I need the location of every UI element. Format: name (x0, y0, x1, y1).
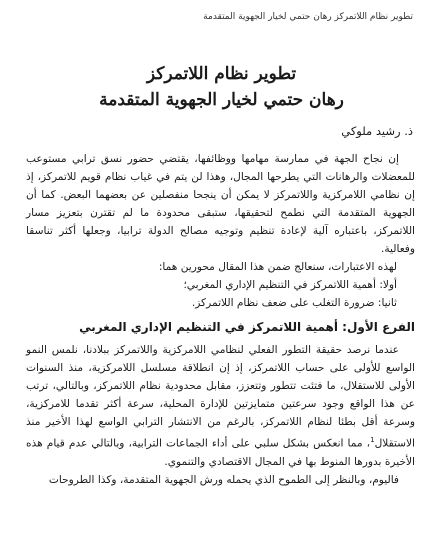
article-body (26, 150, 415, 489)
body-paragraph-2 (26, 341, 415, 471)
body-paragraph-3: فاليوم، وبالنظر إلى الطموح الذي يحمله ورش الجهوية المتقدمة، وكذا الطروحات (48, 473, 399, 486)
paragraph-2-part-b: ، مما انعكس بشكل سلبي على أداء الجماعات الترابية، وبالتالي عدم قيام هذه الأخيرة بدورها المنوط بها في المجال الاقتصادي والتنموي. (26, 437, 415, 468)
title-line-2: رهان حتمي لخيار الجهوية المتقدمة (99, 90, 344, 110)
title-line-1: تطوير نظام اللاتمركز (146, 64, 297, 84)
section-label: الفرع الأول: (342, 320, 415, 334)
author-name: ذ. رشيد ملوكي (341, 124, 413, 138)
list-item-1: أولا: أهمية اللاتمركز في التنظيم الإداري المغربي؛ (183, 279, 397, 291)
running-header: تطوير نظام اللاتمركز رهان حتمي لخيار الجهوية المتقدمة (203, 12, 413, 22)
intro-paragraph: إن نجاح الجهة في ممارسة مهامها ووظائفها، يقتضي حضور نسق ترابي مستوعب للمعضلات والرهانات التي يطرحها المجال، وهذا لن يتم في غياب نظام قويم للاتمركز، إذ إن نظامي اللامركزية واللاتمركز لا يمكن أن ينجحا منفصلين عن بعضهما البعض. كما أن الجهوية المتقدمة التي نطمح لتحقيقها، ستبقى محدودة ما لم تقترن بتعزيز مسار اللاتمركز، باعتباره آلية لإعادة تنظيم وتوجيه مصالح الدولة ترابيا، وجعلها أكثر تناسقا وفعالية. (26, 153, 415, 255)
section-title: أهمية اللاتمركز في التنظيم الإداري المغربي (79, 320, 338, 334)
lead-in-line: لهذه الاعتبارات، سنعالج ضمن هذا المقال محورين هما: (158, 261, 397, 273)
section-heading (26, 318, 415, 336)
paragraph-2-part-a: عندما نرصد حقيقة التطور الفعلي لنظامي اللامركزية واللاتمركز ببلادنا، نلمس النمو الواسع للأولى على حساب اللاتمركز، إذ إن انطلاقة مسلسل اللامركزية، منذ السنوات الأولى للاستقلال، ما فتئت تتطور وتتعزز، مقابل محدودية نظام اللاتمركز، وبالتالي، ترتب عن هذا الواقع وجود سرعتين متمايزتين للإدارة المحلية، سرعة أكثر تقدما للامركزية، وسرعة أقل بطئا لنظام اللاتمركز، بالرغم من الانتشار الترابي الواسع لهذا الأخير منذ الاستقلال (26, 344, 415, 450)
list-item-2: ثانيا: ضرورة التغلب على ضعف نظام اللاتمركز. (191, 297, 397, 309)
article-title (0, 64, 443, 110)
footnote-ref[interactable]: 1 (370, 436, 375, 444)
